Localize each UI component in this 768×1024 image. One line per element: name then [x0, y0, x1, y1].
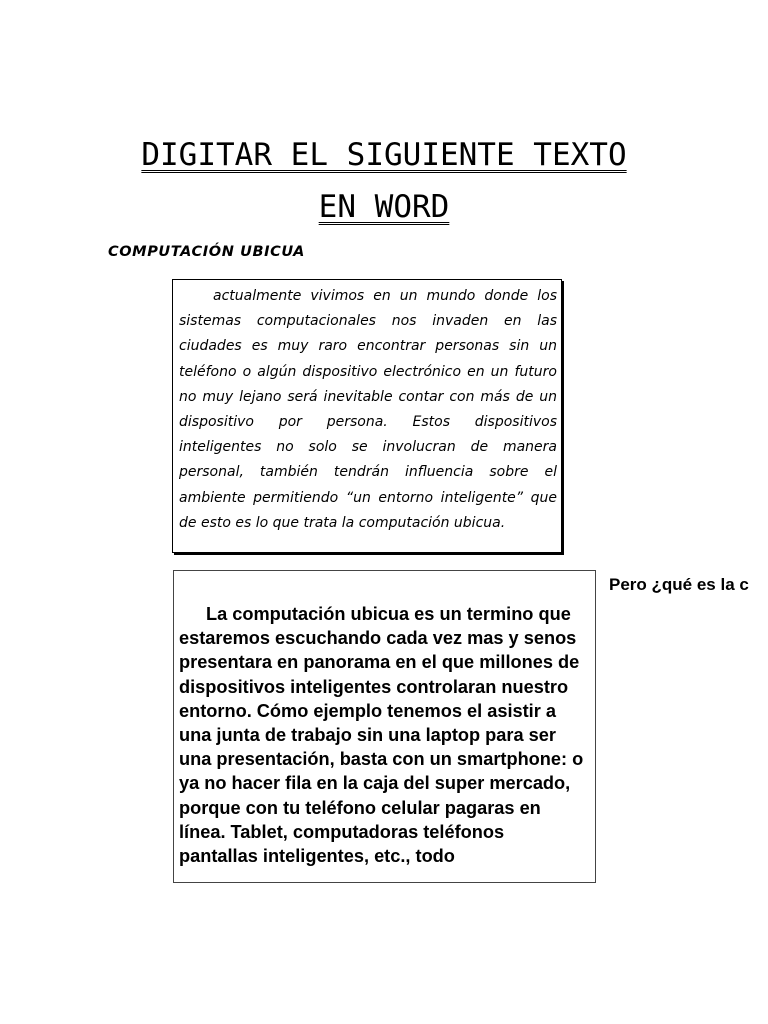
text-box-intro: [172, 279, 562, 553]
title-line-2-text: EN WORD: [318, 189, 450, 225]
section-heading: COMPUTACIÓN UBICUA: [108, 244, 305, 260]
title-line-2: [0, 190, 768, 224]
text-box-definition: [173, 570, 596, 883]
title-line-1-text: DIGITAR EL SIGUIENTE TEXTO: [141, 137, 627, 173]
title-line-1: [0, 138, 768, 172]
definition-paragraph: La computación ubicua es un termino que estaremos escuchando cada vez mas y senos presentara en panorama en el que millones de dispositivos inteligentes controlaran nuestro entorno. Cómo ejemplo tenemos el asistir a una junta de trabajo sin una laptop para ser una presentación, basta con un smartphone: o ya no hacer fila en la caja del super mercado, porque con tu teléfono celular pagaras en línea. Tablet, computadoras teléfonos pantallas inteligentes, etc., todo: [179, 604, 584, 867]
intro-paragraph: actualmente vivimos en un mundo donde los sistemas computacionales nos invaden en las ciudades es muy raro encontrar personas sin un teléfono o algún dispositivo electrónico en un futuro no muy lejano será inevitable contar con más de un dispositivo por persona. Estos dispositivos inteligentes no solo se involucran de manera personal, también tendrán influencia sobre el ambiente permitiendo “un entorno inteligente” que de esto es lo que trata la computación ubicua.: [179, 288, 557, 531]
side-question-text: Pero ¿qué es la c: [609, 575, 749, 594]
